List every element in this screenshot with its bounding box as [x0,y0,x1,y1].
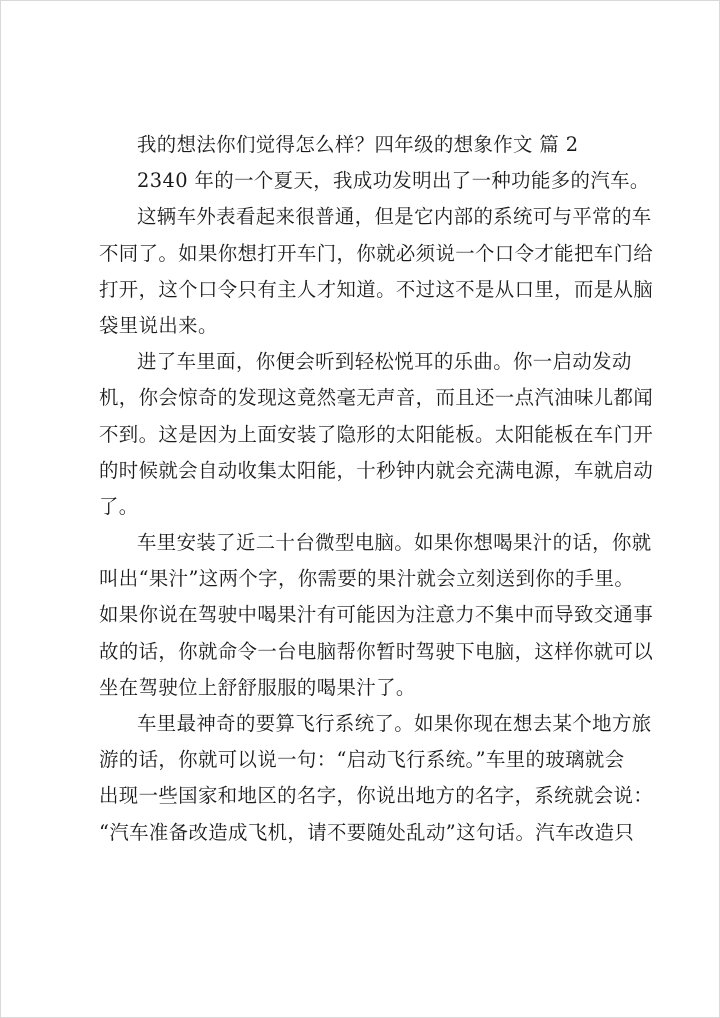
document-body [99,127,654,851]
paragraph-line: 车里最神奇的要算飞行系统了。如果你现在想去某个地方旅 [137,712,652,735]
paragraph-line: 2340 年的一个夏天，我成功发明出了一种功能多的汽车。 [137,169,650,193]
paragraph-line: 机，你会惊奇的发现这竟然毫无声音，而且还一点汽油味儿都闻 [99,386,654,410]
paragraph-line: 不同了。如果你想打开车门，你就必须说一个口令才能把车门给 [99,241,654,265]
paragraph-line: 如果你说在驾驶中喝果汁有可能因为注意力不集中而导致交通事 [99,603,654,627]
paragraph-line: “汽车准备改造成飞机，请不要随处乱动”这句话。汽车改造只 [99,820,635,844]
document-title: 我的想法你们觉得怎么样？四年级的想象作文 篇 2 [137,133,579,156]
paragraph-line: 出现一些国家和地区的名字，你说出地方的名字，系统就会说： [99,784,654,808]
paragraph-line: 的时候就会自动收集太阳能，十秒钟内就会充满电源，车就启动 [99,458,654,482]
paragraph-line: 袋里说出来。 [99,313,218,337]
paragraph-line: 进了车里面，你便会听到轻松悦耳的乐曲。你一启动发动 [137,350,632,374]
paragraph-line: 故的话，你就命令一台电脑帮你暂时驾驶下电脑，这样你就可以 [99,639,654,663]
paragraph-line: 坐在驾驶位上舒舒服服的喝果汁了。 [99,675,416,699]
paragraph-line: 车里安装了近二十台微型电脑。如果你想喝果汁的话，你就 [137,531,652,555]
paragraph-line: 游的话，你就可以说一句：“启动飞行系统。”车里的玻璃就会 [99,748,625,772]
paragraph-line: 叫出“果汁”这两个字，你需要的果汁就会立刻送到你的手里。 [99,567,635,591]
paragraph-line: 了。 [99,494,139,518]
paragraph-line: 不到。这是因为上面安装了隐形的太阳能板。太阳能板在车门开 [99,422,654,446]
paragraph-line: 这辆车外表看起来很普通，但是它内部的系统可与平常的车 [137,205,652,229]
paragraph-line: 打开，这个口令只有主人才知道。不过这不是从口里，而是从脑 [99,277,654,301]
